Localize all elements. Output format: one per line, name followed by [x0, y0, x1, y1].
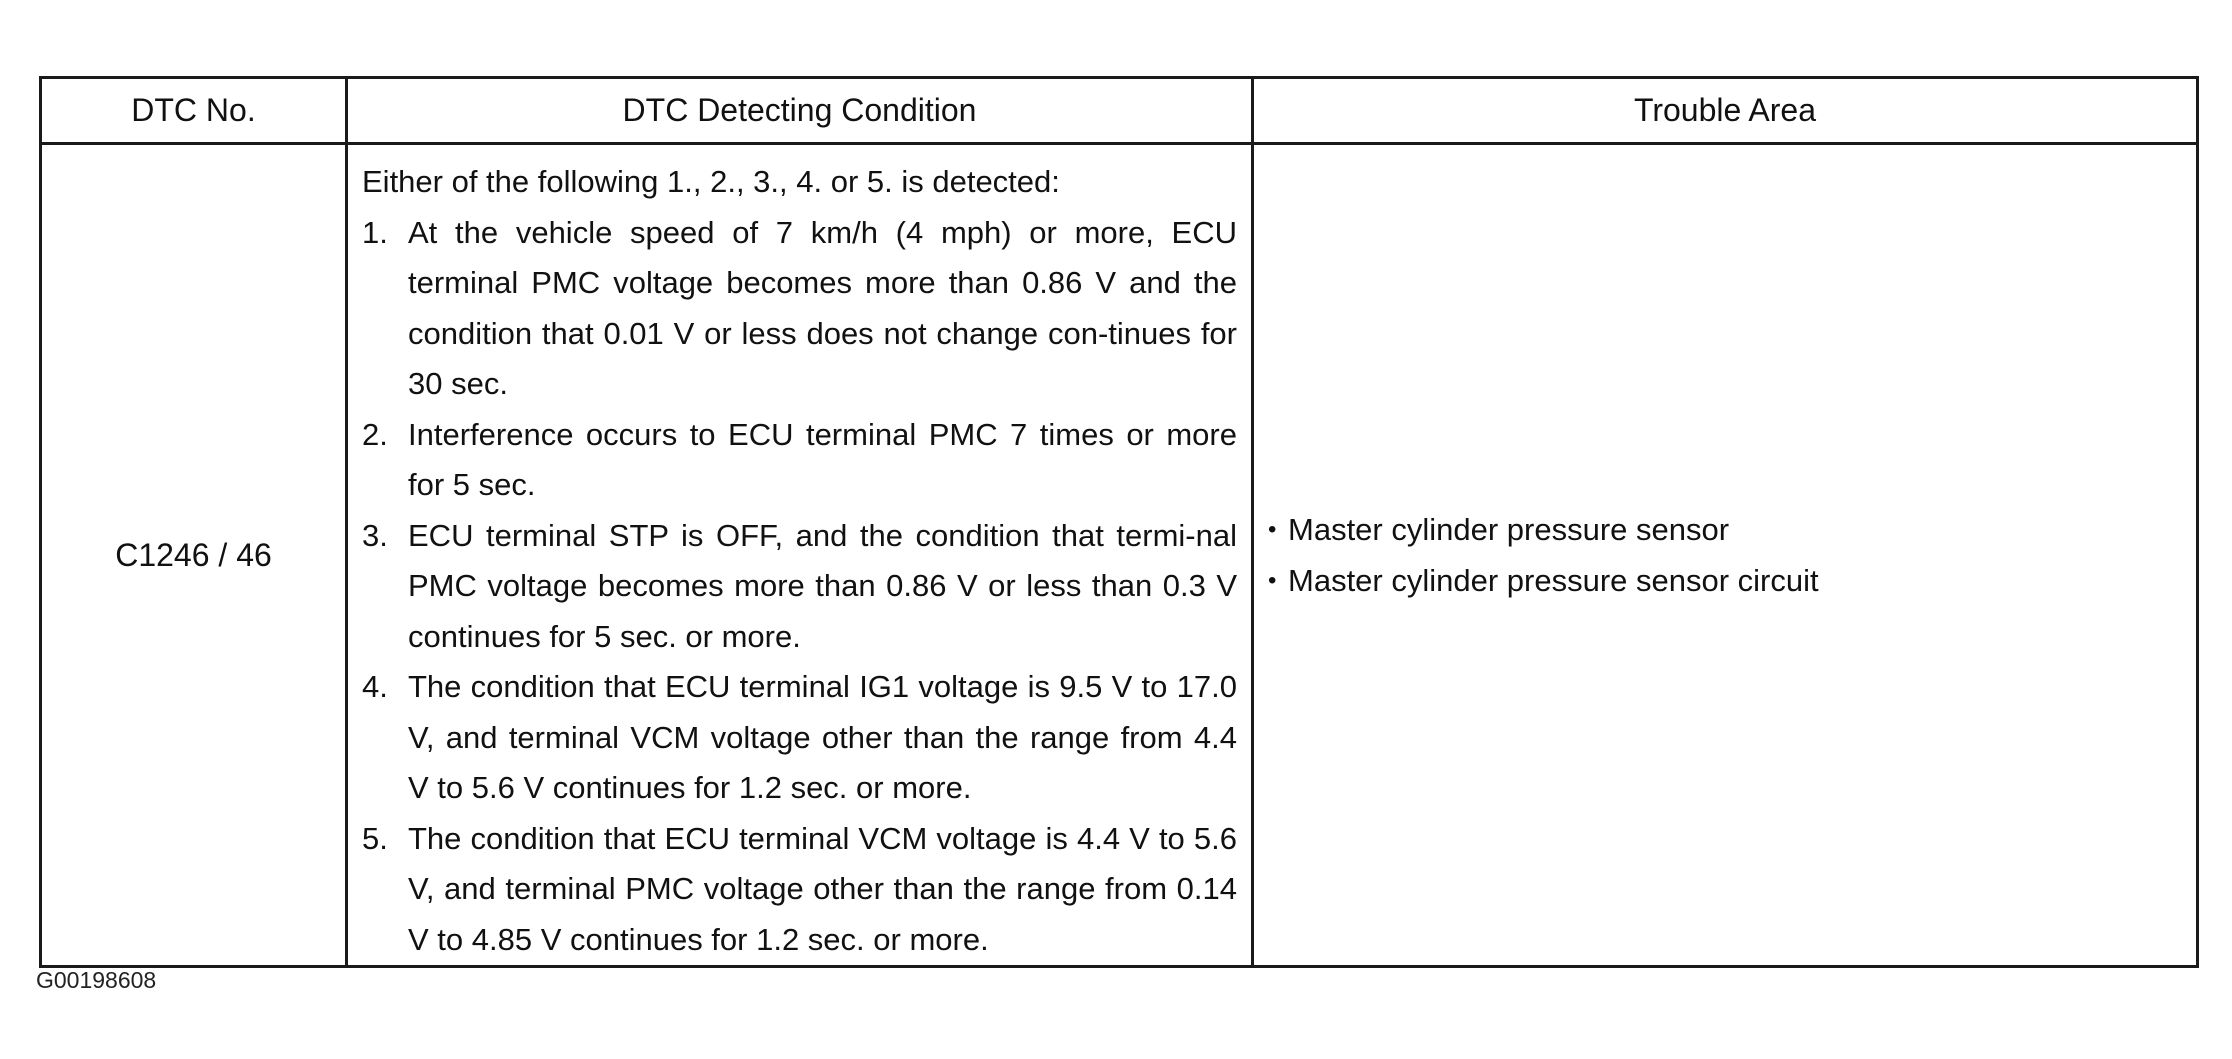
condition-text: Interference occurs to ECU terminal PMC 7 times or more for 5 sec. — [408, 416, 1237, 502]
bullet-icon: • — [1268, 567, 1277, 594]
condition-item — [362, 662, 1237, 814]
trouble-area-item — [1268, 555, 2196, 606]
dtc-table — [39, 76, 2199, 968]
trouble-area-item — [1268, 504, 2196, 555]
detecting-condition-cell — [347, 144, 1253, 967]
condition-item — [362, 814, 1237, 966]
condition-item — [362, 410, 1237, 511]
condition-intro: Either of the following 1., 2., 3., 4. or 5. is detected: — [362, 164, 1060, 199]
header-dtc-no: DTC No. — [41, 78, 347, 144]
condition-number: 1. — [362, 214, 388, 250]
condition-number: 3. — [362, 517, 388, 553]
trouble-area-list — [1268, 504, 2196, 606]
dtc-code: C1246 / 46 — [41, 144, 347, 967]
trouble-area-cell — [1253, 144, 2198, 967]
condition-number: 4. — [362, 669, 388, 704]
condition-item — [362, 511, 1237, 663]
condition-list — [362, 208, 1237, 966]
condition-item — [362, 208, 1237, 410]
table-header-row — [41, 78, 2198, 144]
bullet-icon: • — [1268, 516, 1277, 543]
header-trouble-area: Trouble Area — [1253, 78, 2198, 144]
condition-number: 2. — [362, 416, 388, 452]
condition-text: At the vehicle speed of 7 km/h (4 mph) or more, ECU terminal PMC voltage becomes more than 0.86 V and the condition that 0.01 V or less does not change con-tinues for 30 sec. — [408, 214, 1237, 401]
condition-text: ECU terminal STP is OFF, and the condition that termi-nal PMC voltage becomes more than 0.86 V or less than 0.3 V continues for 5 sec. or more. — [408, 517, 1237, 654]
condition-number: 5. — [362, 820, 388, 856]
figure-id: G00198608 — [36, 967, 157, 993]
condition-text: The condition that ECU terminal IG1 voltage is 9.5 V to 17.0 V, and terminal VCM voltage other than the range from 4.4 V to 5.6 V continues for 1.2 sec. or more. — [408, 669, 1237, 805]
condition-text: The condition that ECU terminal VCM voltage is 4.4 V to 5.6 V, and terminal PMC voltage other than the range from 0.14 V to 4.85 V continues for 1.2 sec. or more. — [408, 820, 1237, 957]
trouble-area-text: Master cylinder pressure sensor — [1288, 512, 1730, 547]
trouble-area-text: Master cylinder pressure sensor circuit — [1288, 563, 1819, 598]
header-detecting-condition: DTC Detecting Condition — [347, 78, 1253, 144]
table-row — [41, 144, 2198, 967]
